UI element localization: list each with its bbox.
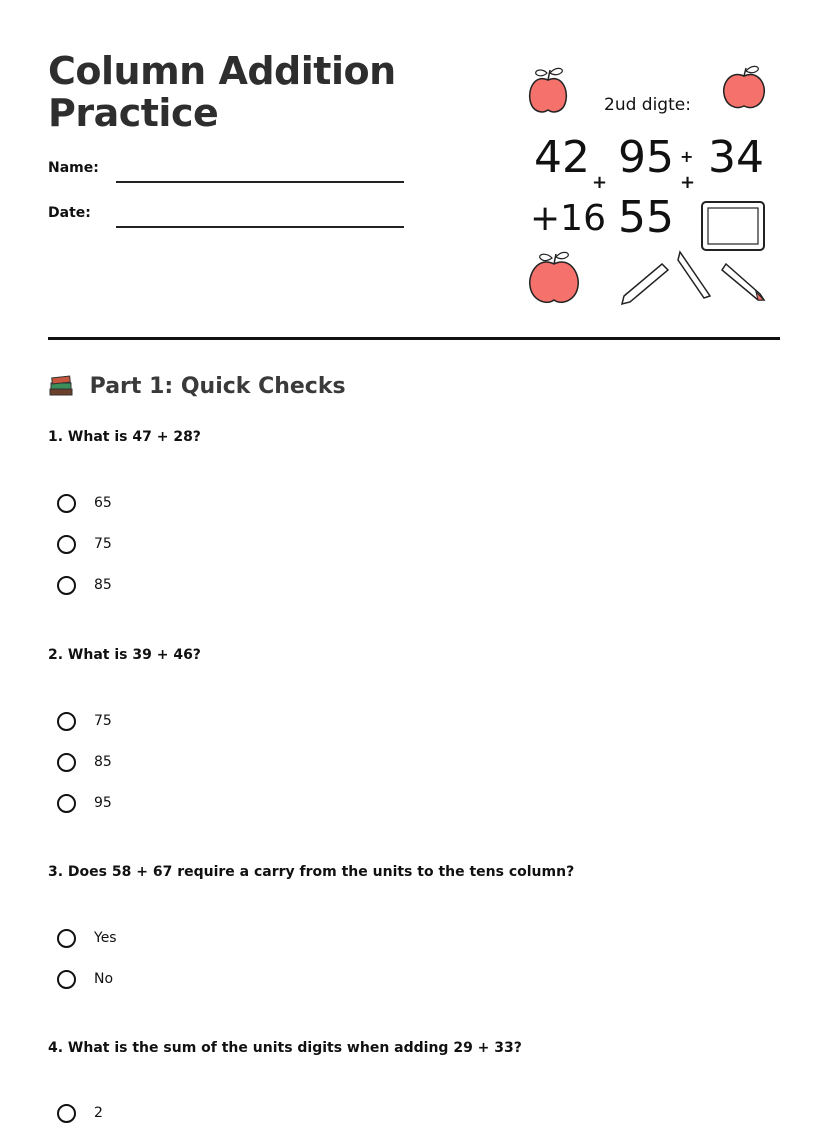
apple-icon (530, 68, 567, 112)
title-line-1: Column Addition (48, 49, 396, 93)
plus-sign: + (680, 172, 696, 193)
radio-button[interactable] (57, 576, 76, 595)
name-label: Name: (48, 160, 99, 176)
option-q3-no[interactable]: No (57, 966, 113, 992)
option-q3-yes[interactable]: Yes (57, 925, 117, 951)
apple-icon (530, 252, 579, 302)
number-55: 55 (618, 192, 674, 243)
radio-button[interactable] (57, 535, 76, 554)
question-1: 1. What is 47 + 28? (48, 429, 201, 445)
number-34: 34 (708, 132, 764, 183)
apple-icon (724, 66, 765, 107)
books-icon (48, 373, 74, 397)
question-4: 4. What is the sum of the units digits when adding 29 + 33? (48, 1040, 522, 1056)
radio-button[interactable] (57, 1104, 76, 1123)
option-q1-85[interactable]: 85 (57, 572, 112, 598)
pencil-icon (722, 264, 764, 300)
option-q2-95[interactable]: 95 (57, 790, 112, 816)
title-line-2: Practice (48, 91, 219, 135)
pencil-icon (622, 264, 668, 304)
option-q2-75[interactable]: 75 (57, 708, 112, 734)
number-95: 95 (618, 132, 674, 183)
illustration-caption: 2ud digte: (604, 95, 691, 115)
slate-board-icon (702, 202, 764, 250)
math-illustration (520, 60, 780, 310)
radio-button[interactable] (57, 494, 76, 513)
number-plus-16: +16 (530, 198, 606, 239)
option-q1-65[interactable]: 65 (57, 490, 112, 516)
radio-button[interactable] (57, 712, 76, 731)
plus-sign: + (592, 172, 608, 193)
radio-button[interactable] (57, 753, 76, 772)
number-42: 42 (534, 132, 590, 183)
option-q4-2[interactable]: 2 (57, 1100, 103, 1126)
question-3: 3. Does 58 + 67 require a carry from the units to the tens column? (48, 864, 575, 880)
radio-button[interactable] (57, 794, 76, 813)
radio-button[interactable] (57, 929, 76, 948)
name-field[interactable] (116, 181, 404, 183)
page-title (48, 50, 396, 134)
pencil-icon (678, 252, 710, 298)
option-q1-75[interactable]: 75 (57, 531, 112, 557)
question-2: 2. What is 39 + 46? (48, 647, 201, 663)
section-divider (48, 337, 780, 340)
radio-button[interactable] (57, 970, 76, 989)
section-title-text: Part 1: Quick Checks (89, 374, 346, 399)
plus-sign: + (680, 147, 694, 166)
date-label: Date: (48, 205, 91, 221)
section-title (48, 373, 346, 399)
option-q2-85[interactable]: 85 (57, 749, 112, 775)
date-field[interactable] (116, 226, 404, 228)
